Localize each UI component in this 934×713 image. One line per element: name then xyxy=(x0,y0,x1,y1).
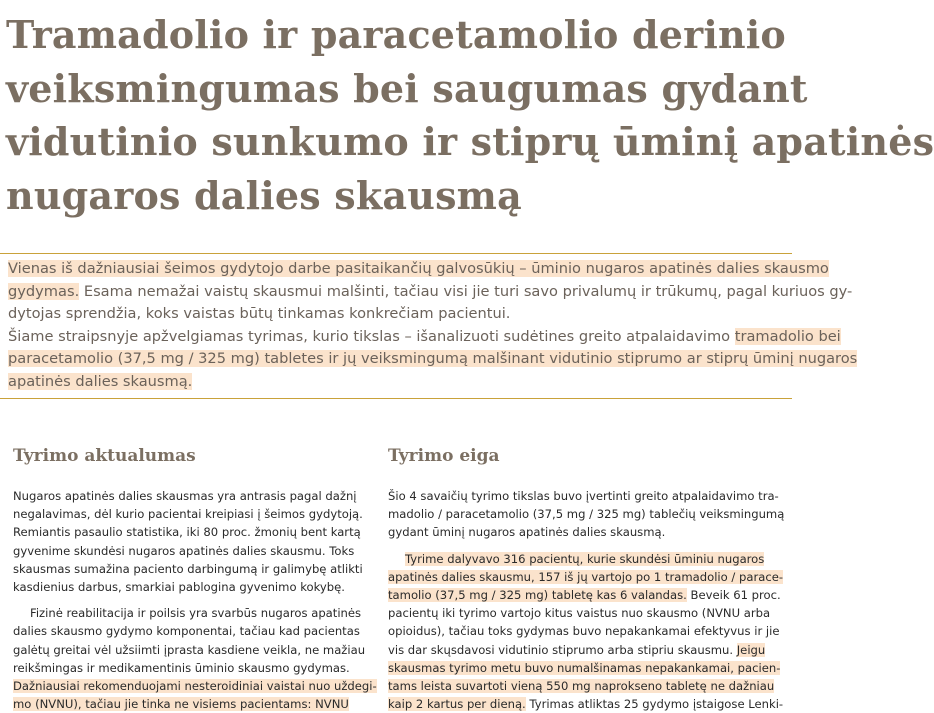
paragraph-line: Nugaros apatinės dalies skausmas yra antrasis pagal dažnį xyxy=(13,489,357,503)
title-line-4: nugaros dalies skausmą xyxy=(6,172,522,218)
paragraph-line: galėtų greitai vėl užsiimti įprasta kasdiene veikla, ne mažiau xyxy=(13,642,366,657)
paragraph-line xyxy=(388,659,792,677)
title-line-2: veiksmingumas bei saugumas gydant xyxy=(6,65,808,111)
paragraph-line xyxy=(388,568,792,586)
text-highlight: tamolio (37,5 mg / 325 mg) tabletę kas 6 valandas. xyxy=(388,587,687,602)
text-highlight: Tyrime dalyvavo 316 pacientų, kurie skundėsi ūminiu nugaros xyxy=(405,551,765,566)
lead-line-5 xyxy=(8,348,858,371)
paragraph-gap xyxy=(13,596,381,604)
lead-highlight: apatinės dalies skausmą. xyxy=(8,372,193,390)
left-column-body xyxy=(13,487,381,713)
paragraph-line: reikšmingas ir medikamentinis ūminio skausmo gydymas. xyxy=(13,660,350,675)
paragraph-line: opioidus), tačiau toks gydymas buvo nepakankamai efektyvus ir jie xyxy=(388,624,780,639)
lead-highlight: Vienas iš dažniausiai šeimos gydytojo darbe pasitaikančių galvosūkių – ūminio nugaros apatinės dalies skausmo xyxy=(8,260,829,277)
paragraph-line: Fizinė reabilitacija ir poilsis yra svarbūs nugaros apatinės xyxy=(30,606,362,621)
paragraph-line: negalavimas, dėl kurio pacientai kreipiasi į šeimos gydytoją. xyxy=(13,507,363,522)
paragraph-line: Šio 4 savaičių tyrimo tikslas buvo įvertinti greito atpalaidavimo tra- xyxy=(388,489,779,503)
lead-highlight: paracetamolio (37,5 mg / 325 mg) tabletes ir jų veiksmingumą malšinant vidutinio stiprumo ar stiprų ūminį nugaros xyxy=(8,350,858,368)
article-title xyxy=(6,8,934,222)
paragraph-line: gydant ūminį nugaros apatinės dalies skausmą. xyxy=(388,525,666,540)
paragraph-line: gyvenime skundėsi nugaros apatinės dalies skausmu. Toks xyxy=(13,543,355,558)
text-highlight: skausmas tyrimo metu buvo numalšinamas nepakankamai, pacien- xyxy=(388,660,781,675)
lead-line-2 xyxy=(8,281,853,304)
title-line-1: Tramadolio ir paracetamolio derinio xyxy=(6,12,786,57)
lead-highlight: gydymas. xyxy=(8,282,80,300)
text-highlight: kaip 2 kartus per dieną. xyxy=(388,697,526,712)
title-line-3: vidutinio sunkumo ir stiprų ūminį apatinės xyxy=(6,119,934,164)
paragraph-line: pacientų iki tyrimo vartojo kitus vaistus nuo skausmo (NVNU arba xyxy=(388,606,771,621)
paragraph-line xyxy=(388,695,792,713)
text-segment: vis dar skųsdavosi vidutinio stiprumo arba stipriu skausmu. xyxy=(388,642,737,657)
section-heading-procedure: Tyrimo eiga xyxy=(388,446,500,466)
paragraph-line: skausmas sumažina paciento darbingumą ir galimybę atlikti xyxy=(13,561,363,576)
paragraph-line xyxy=(388,677,792,695)
text-segment: Beveik 61 proc. xyxy=(686,587,781,602)
paragraph-line xyxy=(388,550,792,568)
text-highlight: tams leista suvartoti vieną 550 mg naprokseno tabletę ne dažniau xyxy=(388,678,775,693)
lead-line-4 xyxy=(8,326,841,349)
text-highlight: Jeigu xyxy=(736,642,766,657)
paragraph-line: kasdienius darbus, smarkiai pablogina gyvenimo kokybę. xyxy=(13,579,345,594)
paragraph-line xyxy=(13,677,381,695)
text-highlight: apatinės dalies skausmu, 157 iš jų vartojo po 1 tramadolio / parace- xyxy=(388,569,784,584)
paragraph-line: Remiantis pasaulio statistika, iki 80 proc. žmonių bent kartą xyxy=(13,525,361,540)
text-highlight: Dažniausiai rekomenduojami nesteroidiniai vaistai nuo uždegi- xyxy=(13,678,377,693)
paragraph-line xyxy=(13,695,381,713)
text-highlight: mo (NVNU), tačiau jie tinka ne visiems pacientams: NVNU xyxy=(13,697,349,712)
lead-text xyxy=(8,258,858,394)
lead-text-segment: Esama nemažai vaistų skausmui malšinti, tačiau visi jie turi savo privalumų ir trūkumų, pagal kuriuos gy- xyxy=(79,282,853,300)
right-column-body xyxy=(388,487,792,713)
paragraph-line: dalies skausmo gydymo komponentai, tačiau kad pacientas xyxy=(13,624,360,639)
lead-line-3: dytojas sprendžia, koks vaistas būtų tinkamas konkrečiam pacientui. xyxy=(8,305,511,323)
lead-line-6 xyxy=(8,371,808,394)
paragraph-line: madolio / paracetamolio (37,5 mg / 325 mg) tablečių veiksmingumą xyxy=(388,507,785,522)
lead-box xyxy=(0,253,858,399)
lead-highlight: tramadolio bei xyxy=(734,327,841,345)
paragraph-line xyxy=(388,641,792,659)
lead-line-1 xyxy=(8,258,829,281)
text-segment: Tyrimas atliktas 25 gydymo įstaigose Lenki- xyxy=(525,697,784,712)
section-heading-relevance: Tyrimo aktualumas xyxy=(13,446,196,466)
paragraph-gap xyxy=(388,542,792,550)
paragraph-line xyxy=(388,586,792,604)
lead-text-segment: Šiame straipsnyje apžvelgiamas tyrimas, kurio tikslas – išanalizuoti sudėtines greito atpalaidavimo xyxy=(8,327,735,345)
